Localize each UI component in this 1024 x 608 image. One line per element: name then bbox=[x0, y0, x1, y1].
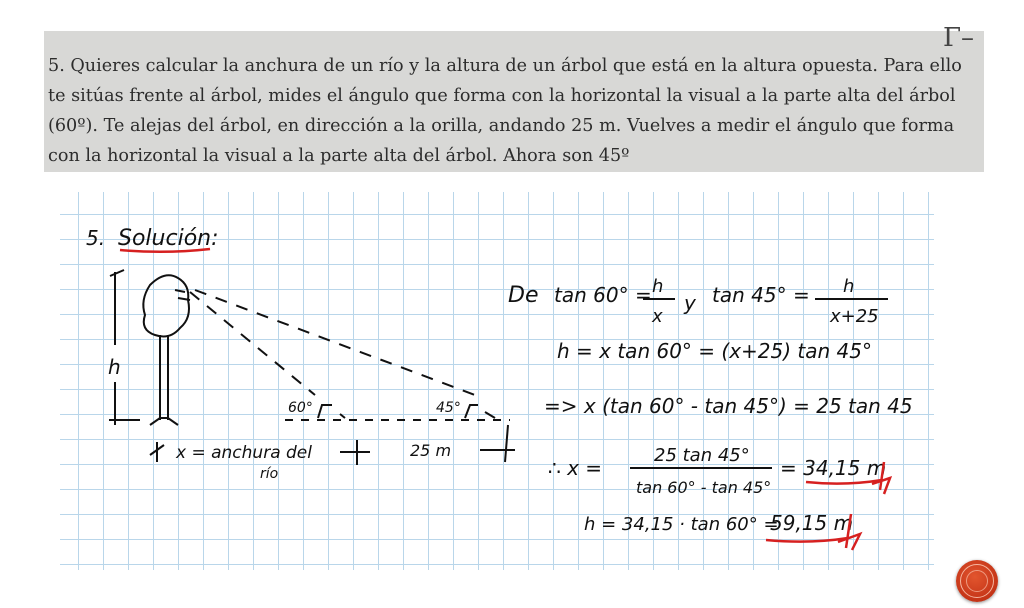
eq5-result: 59,15 m bbox=[770, 511, 854, 535]
eq1-den2: x+25 bbox=[830, 306, 879, 327]
eq5: h = 34,15 · tan 60° = bbox=[584, 514, 779, 535]
nav-ring-inner bbox=[966, 570, 988, 592]
width-label: x = anchura del bbox=[176, 443, 312, 463]
height-label: h bbox=[108, 355, 121, 379]
eq1-prefix: De bbox=[508, 283, 539, 308]
eq4-underline bbox=[806, 480, 882, 484]
angle-45-mark bbox=[465, 405, 495, 418]
corner-mark: Γ– bbox=[942, 23, 974, 53]
tree-icon bbox=[143, 275, 190, 425]
eq2: h = x tan 60° = (x+25) tan 45° bbox=[557, 339, 872, 363]
nav-circle-icon[interactable] bbox=[956, 560, 998, 602]
eq1-num1: h bbox=[652, 276, 664, 297]
eq4-result: = 34,15 m bbox=[780, 456, 887, 480]
solution-number: 5. bbox=[86, 226, 106, 250]
eq5-underline bbox=[766, 538, 848, 542]
eq3: => x (tan 60° - tan 45°) = 25 tan 45 bbox=[544, 394, 913, 418]
solution-heading: Solución: bbox=[118, 226, 219, 251]
height-bracket bbox=[109, 270, 140, 425]
eq1-tan45: tan 45° = bbox=[712, 283, 810, 307]
angle-60-mark bbox=[318, 405, 345, 418]
eq4-den: tan 60° - tan 45° bbox=[636, 478, 772, 497]
eq4-prefix: ∴ x = bbox=[548, 456, 603, 480]
distance-label: 25 m bbox=[410, 441, 452, 460]
eq1-den1: x bbox=[652, 306, 663, 327]
eq1-and: y bbox=[684, 291, 696, 315]
eq1-num2: h bbox=[843, 276, 855, 297]
sight-lines bbox=[190, 290, 475, 395]
angle-45: 45° bbox=[436, 400, 461, 416]
eq1-tan60: tan 60° = bbox=[554, 283, 652, 307]
eq4-num: 25 tan 45° bbox=[654, 445, 750, 466]
width-label-2: río bbox=[260, 466, 279, 482]
angle-60: 60° bbox=[288, 400, 313, 416]
problem-statement: 5. Quieres calcular la anchura de un río y la altura de un árbol que está en la altura opuesta. Para ello te sitúas frente al árbol, mides el ángulo que forma con la horizontal la visual a la parte alta del árbol (60º). Te alejas del árbol, en dirección a la orilla, andando 25 m. Vuelves a medir el ángulo que forma con la horizontal la visual a la parte alta del árbol. Ahora son 45º bbox=[48, 56, 962, 166]
